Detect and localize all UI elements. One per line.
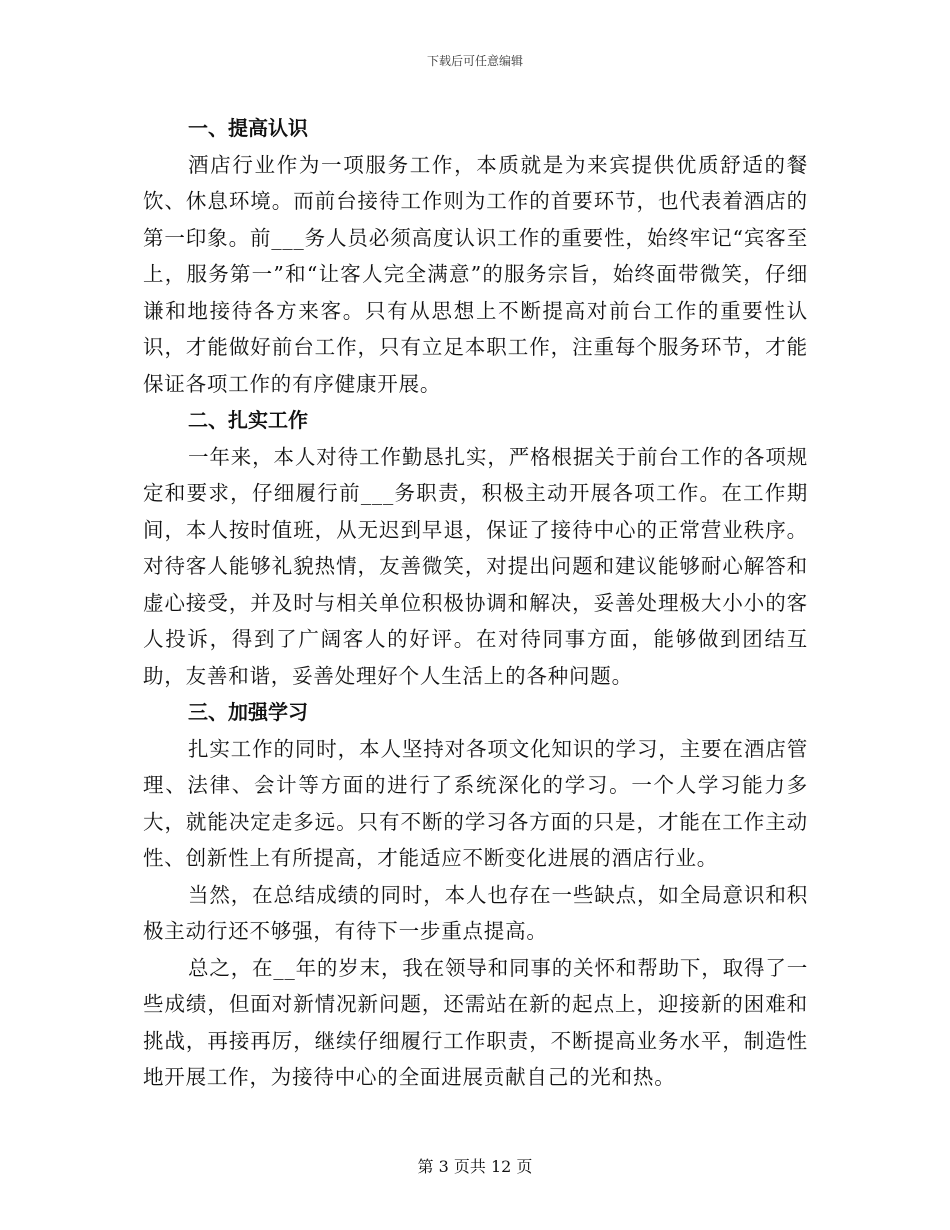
- section-heading-2: 二、扎实工作: [188, 408, 308, 432]
- section-heading-1: 一、提高认识: [188, 116, 308, 140]
- section-paragraph-5: 总之，在__年的岁末，我在领导和同事的关怀和帮助下，取得了一些成绩，但面对新情况新问题，还需站在新的起点上，迎接新的困难和挑战，再接再厉，继续仔细履行工作职责，不断提高业务水平，制造性地开展工作，为接待中心的全面进展贡献自己的光和热。: [143, 955, 808, 1089]
- page-footer: 第 3 页共 12 页: [417, 1157, 533, 1176]
- section-heading-3: 三、加强学习: [188, 700, 308, 724]
- section-paragraph-4: 当然，在总结成绩的同时，本人也存在一些缺点，如全局意识和积极主动行还不够强，有待下一步重点提高。: [143, 882, 808, 943]
- section-paragraph-3: 扎实工作的同时，本人坚持对各项文化知识的学习，主要在酒店管理、法律、会计等方面的进行了系统深化的学习。一个人学习能力多大，就能决定走多远。只有不断的学习各方面的只是，才能在工作主动性、创新性上有所提高，才能适应不断变化进展的酒店行业。: [143, 736, 808, 870]
- section-paragraph-1: 酒店行业作为一项服务工作，本质就是为来宾提供优质舒适的餐饮、休息环境。而前台接待工作则为工作的首要环节，也代表着酒店的第一印象。前___务人员必须高度认识工作的重要性，始终牢记“宾客至上，服务第一”和“让客人完全满意”的服务宗旨，始终面带微笑，仔细谦和地接待各方来客。只有从思想上不断提高对前台工作的重要性认识，才能做好前台工作，只有立足本职工作，注重每个服务环节，才能保证各项工作的有序健康开展。: [143, 152, 808, 396]
- document-body: [143, 110, 808, 1096]
- page-header: 下载后可任意编辑: [426, 54, 523, 68]
- section-paragraph-2: 一年来，本人对待工作勤恳扎实，严格根据关于前台工作的各项规定和要求，仔细履行前___务职责，积极主动开展各项工作。在工作期间，本人按时值班，从无迟到早退，保证了接待中心的正常营业秩序。对待客人能够礼貌热情，友善微笑，对提出问题和建议能够耐心解答和虚心接受，并及时与相关单位积极协调和解决，妥善处理极大小小的客人投诉，得到了广阔客人的好评。在对待同事方面，能够做到团结互助，友善和谐，妥善处理好个人生活上的各种问题。: [143, 444, 808, 688]
